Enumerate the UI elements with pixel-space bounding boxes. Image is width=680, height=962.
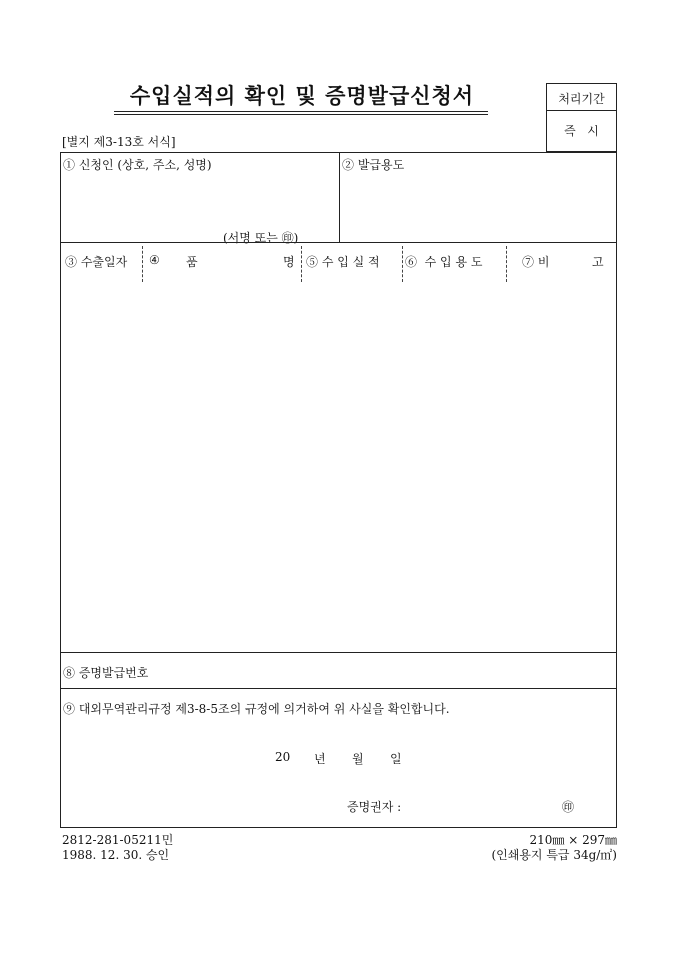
applicant-sign-label: (서명 또는 ㊞) (223, 231, 299, 245)
header-item-name-2: 명 (283, 255, 295, 269)
col-sep-3 (402, 246, 403, 282)
row-divider-confirm (60, 688, 617, 689)
title-underline-1 (114, 111, 488, 112)
header-remarks-1: ⑦ 비 (522, 255, 550, 269)
footer-approval-date: 1988. 12. 30. 승인 (62, 848, 170, 862)
header-export-date: ③ 수출일자 (65, 255, 128, 269)
processing-period-label: 처리기간 (558, 92, 605, 106)
confirmation-text: ⑨ 대외무역관리규정 제3-8-5조의 규정에 의거하여 위 사실을 확인합니다. (63, 702, 450, 716)
applicant-purpose-divider (339, 152, 340, 242)
header-item-number: ④ (149, 253, 160, 267)
date-day-unit: 일 (390, 752, 402, 766)
footer-approval-number: 2812-281-05211민 (62, 833, 174, 847)
form-reference: [별지 제3-13호 서식] (62, 135, 176, 149)
authority-label: 증명권자 : (347, 800, 402, 814)
table-body[interactable] (61, 282, 616, 652)
date-month-unit: 월 (352, 752, 364, 766)
col-sep-2 (301, 246, 302, 282)
footer-paper-size: 210㎜ × 297㎜ (529, 833, 617, 847)
purpose-label: ② 발급용도 (342, 158, 405, 172)
seal-mark: ㊞ (562, 800, 575, 814)
header-import-usage: ⑥ 수 입 용 도 (405, 255, 483, 269)
date-year: 20 (275, 750, 291, 764)
header-import-record: ⑤ 수 입 실 적 (306, 255, 380, 269)
row-divider-applicant (60, 242, 617, 243)
header-item-name-1: 품 (186, 255, 198, 269)
row-divider-cert (60, 652, 617, 653)
cert-number-label: ⑧ 증명발급번호 (63, 666, 149, 680)
footer-paper-type: (인쇄용지 특급 34g/㎡) (491, 848, 617, 862)
table-header (60, 253, 617, 269)
title-underline-2 (114, 114, 488, 115)
col-sep-1 (142, 246, 143, 282)
col-sep-4 (506, 246, 507, 282)
applicant-label: ① 신청인 (상호, 주소, 성명) (63, 158, 212, 172)
processing-period-value: 즉 시 (564, 124, 599, 138)
header-remarks-2: 고 (592, 255, 604, 269)
date-year-unit: 년 (314, 752, 326, 766)
form-title: 수입실적의 확인 및 증명발급신청서 (129, 83, 475, 108)
processing-period-divider (546, 110, 617, 111)
